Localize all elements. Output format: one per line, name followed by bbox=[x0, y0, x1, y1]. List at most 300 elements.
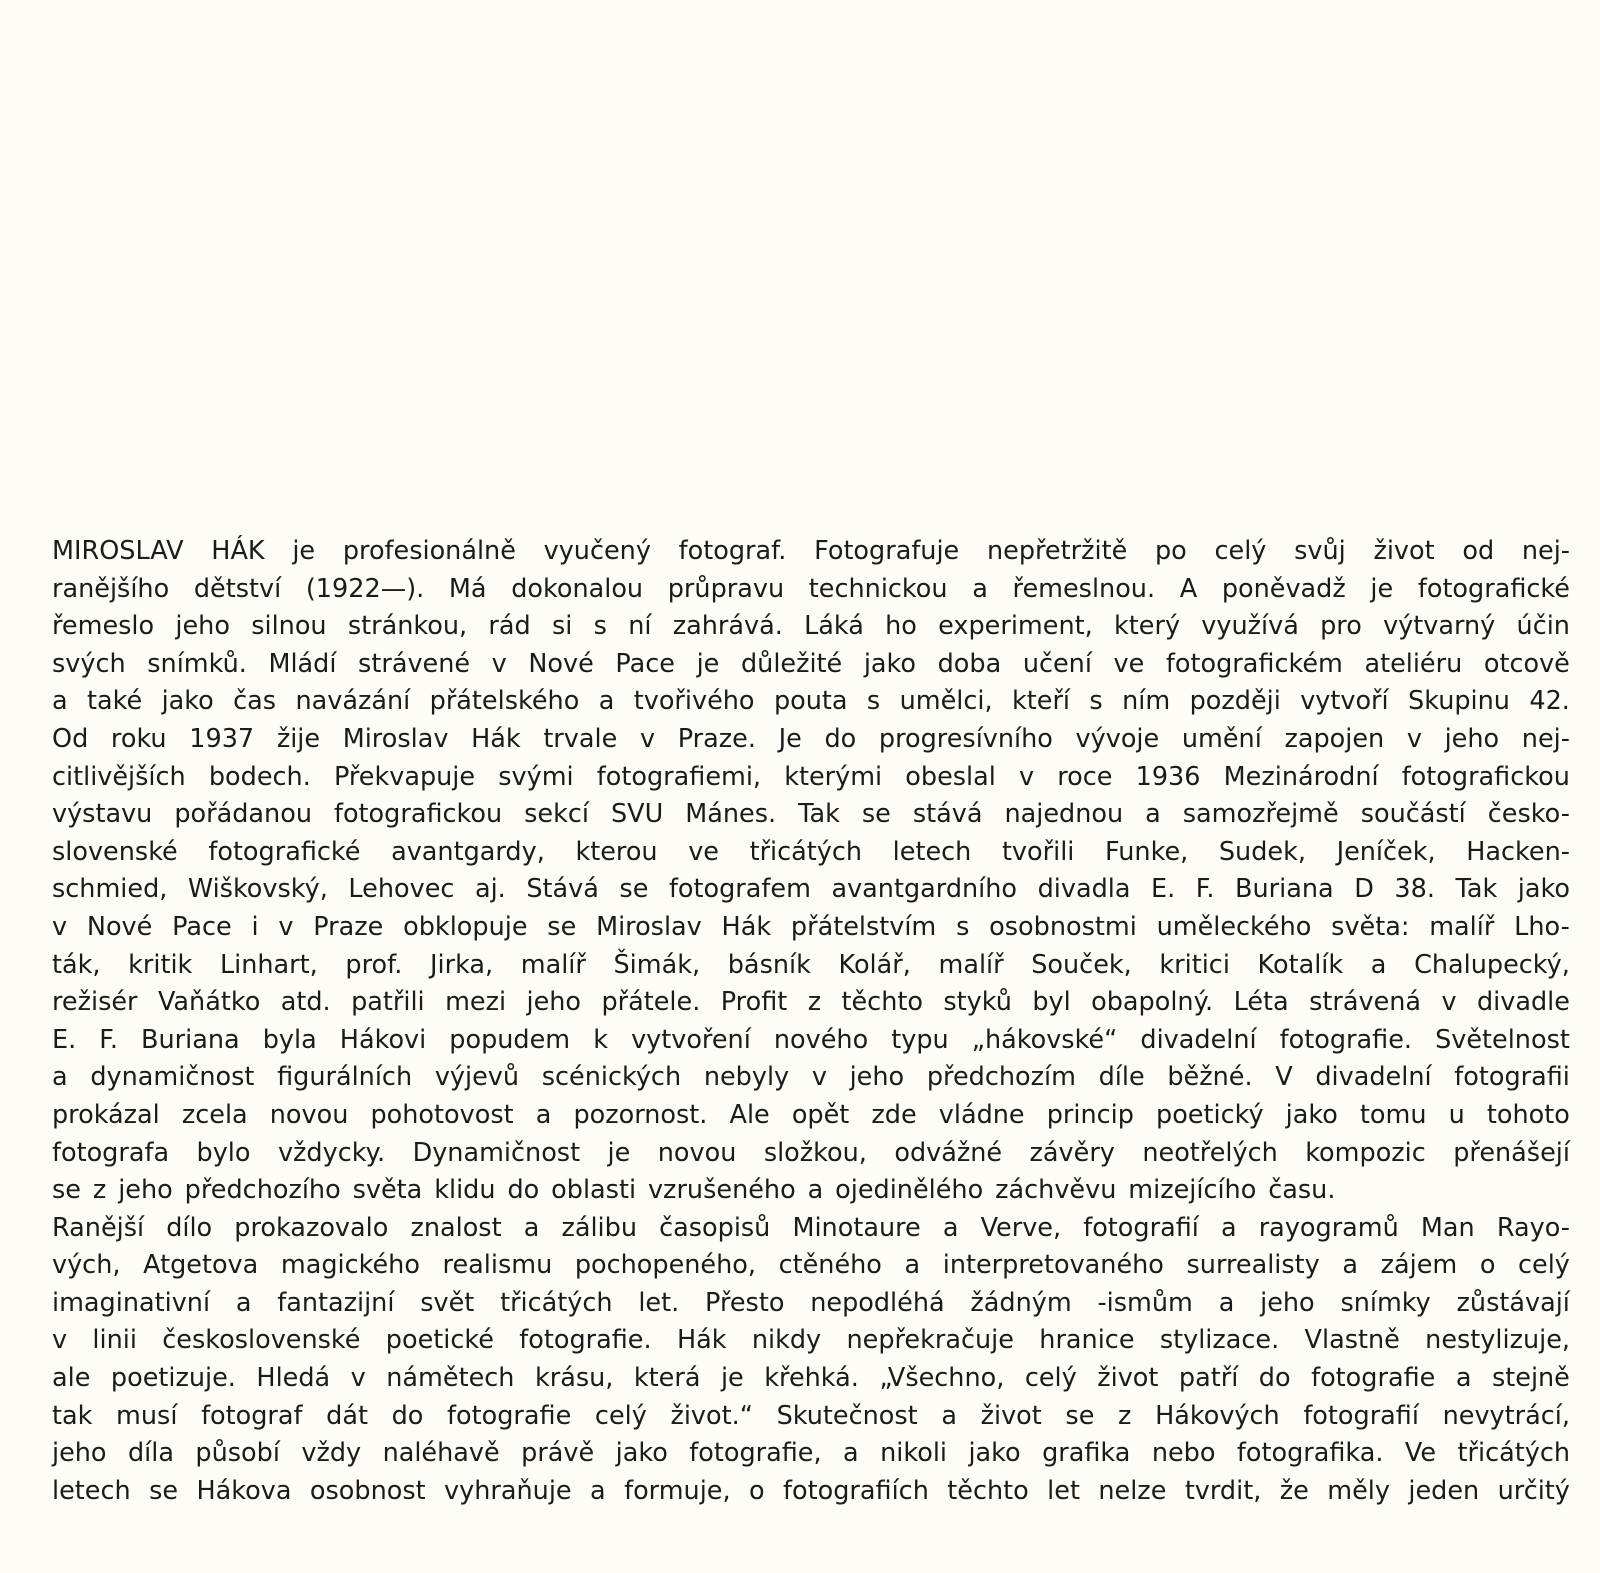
word: -ismům bbox=[1097, 1287, 1193, 1318]
word: je bbox=[720, 1363, 744, 1394]
word: dětství bbox=[193, 573, 282, 604]
word: kterými bbox=[784, 761, 883, 792]
word: světa: bbox=[1331, 911, 1410, 942]
word: Od bbox=[52, 723, 89, 754]
word: Jeníček, bbox=[1336, 836, 1436, 867]
word: fotografika. bbox=[1236, 1438, 1384, 1469]
word: avantgardy, bbox=[391, 836, 545, 867]
word: se bbox=[861, 799, 891, 830]
word: vládne bbox=[938, 1099, 1025, 1130]
word: „hákovské“ bbox=[971, 1024, 1118, 1055]
word: Buriana bbox=[141, 1024, 240, 1055]
word: jeho bbox=[175, 611, 230, 642]
word: dynamičnost bbox=[90, 1062, 255, 1093]
word: kompozic bbox=[1305, 1137, 1426, 1168]
word: díle bbox=[1098, 1062, 1145, 1093]
word: citlivějších bbox=[52, 761, 186, 792]
word: Světelnost bbox=[1435, 1024, 1570, 1055]
word: a bbox=[1370, 949, 1387, 980]
text-line bbox=[52, 1360, 1570, 1398]
word: typu bbox=[891, 1024, 949, 1055]
word: fotografa bbox=[52, 1137, 170, 1168]
word: v bbox=[639, 723, 656, 754]
word: otcově bbox=[1483, 648, 1570, 679]
word: v bbox=[811, 1062, 827, 1093]
word: jeho bbox=[849, 1062, 905, 1093]
word: čas bbox=[233, 686, 277, 717]
word: HÁK bbox=[211, 536, 265, 566]
word: že bbox=[1279, 1475, 1309, 1506]
word: malíř bbox=[1429, 911, 1495, 942]
word: svět bbox=[420, 1287, 475, 1318]
word: prokázal bbox=[52, 1099, 160, 1130]
word: Kotalík bbox=[1257, 949, 1344, 980]
word: slovenské bbox=[52, 836, 178, 867]
word: Mánes. bbox=[685, 799, 777, 830]
word: tohoto bbox=[1486, 1099, 1570, 1130]
text-line bbox=[52, 721, 1570, 759]
word: ní bbox=[628, 611, 652, 642]
word: pořádanou bbox=[174, 799, 312, 830]
word: malíř bbox=[938, 949, 1004, 980]
word: československé bbox=[162, 1325, 361, 1356]
word: scénických bbox=[541, 1062, 682, 1093]
word: a bbox=[1220, 1212, 1237, 1243]
word: určitý bbox=[1497, 1475, 1570, 1506]
body-text bbox=[52, 533, 1570, 1510]
word: fotografickou bbox=[1401, 761, 1570, 792]
word: důležité bbox=[740, 648, 843, 679]
text-line bbox=[52, 1473, 1570, 1511]
word: jeho bbox=[1444, 723, 1500, 754]
word: bodech. bbox=[208, 761, 311, 792]
word: v bbox=[52, 911, 68, 942]
word: vyučený bbox=[543, 536, 651, 566]
word: Hákovi bbox=[339, 1024, 427, 1055]
word: snímky bbox=[1340, 1287, 1431, 1318]
word: stává bbox=[912, 799, 983, 830]
word: z bbox=[1118, 1400, 1132, 1431]
word: život.“ bbox=[670, 1400, 753, 1431]
word: se bbox=[1065, 1400, 1095, 1431]
word: trvale bbox=[543, 723, 618, 754]
word: výtvarný bbox=[1383, 611, 1496, 642]
word: jako bbox=[615, 1438, 668, 1469]
word: uměleckého bbox=[1156, 911, 1312, 942]
word: opět bbox=[791, 1099, 850, 1130]
word: 38. bbox=[1394, 874, 1435, 905]
word: fantazijní bbox=[277, 1287, 395, 1318]
text-line bbox=[52, 1322, 1570, 1360]
word: předchozím bbox=[926, 1062, 1076, 1093]
word: svých bbox=[52, 648, 126, 679]
word: Je bbox=[778, 723, 802, 754]
word: a bbox=[523, 1212, 540, 1243]
text-line bbox=[52, 1435, 1570, 1473]
word: Buriana bbox=[1235, 874, 1334, 905]
word: v bbox=[278, 911, 294, 942]
word: v bbox=[1441, 987, 1457, 1018]
word: Hák bbox=[471, 723, 521, 754]
word: o bbox=[749, 1475, 765, 1506]
word: ho bbox=[885, 611, 917, 642]
word: Kolář, bbox=[838, 949, 911, 980]
text-line bbox=[52, 1097, 1570, 1135]
word: stránkou, bbox=[347, 611, 468, 642]
word: Tak bbox=[1455, 874, 1498, 905]
word: Praze. bbox=[677, 723, 756, 754]
word: a bbox=[535, 1099, 552, 1130]
word: figurálních bbox=[277, 1062, 413, 1093]
word: měly bbox=[1327, 1475, 1390, 1506]
word: Chalupecký, bbox=[1414, 949, 1570, 980]
word: s bbox=[956, 911, 970, 942]
word: Dynamičnost bbox=[412, 1137, 581, 1168]
word: ve bbox=[1113, 648, 1145, 679]
word: obeslal bbox=[905, 761, 996, 792]
word: fotografem bbox=[668, 874, 811, 905]
word: Vlastně bbox=[1304, 1325, 1400, 1356]
word: patřili bbox=[351, 987, 425, 1018]
word: a bbox=[1342, 1250, 1358, 1281]
word: bylo bbox=[196, 1137, 251, 1168]
word: navázání bbox=[295, 686, 411, 717]
word: do bbox=[824, 723, 857, 754]
word: těchto bbox=[841, 987, 923, 1018]
word: běžné. bbox=[1167, 1062, 1253, 1093]
word: fotografie. bbox=[1279, 1024, 1412, 1055]
word: je bbox=[292, 536, 316, 566]
word: Láká bbox=[804, 611, 864, 642]
word: V bbox=[1275, 1062, 1293, 1093]
word: princip bbox=[1046, 1099, 1134, 1130]
word: tak bbox=[52, 1400, 93, 1431]
word: život bbox=[1373, 536, 1435, 566]
word: v bbox=[1406, 723, 1422, 754]
word: jeho bbox=[1260, 1287, 1315, 1318]
word: a bbox=[1218, 1287, 1235, 1318]
word: Pace bbox=[172, 911, 232, 942]
word: a bbox=[941, 1400, 957, 1431]
word: MIROSLAV bbox=[52, 536, 184, 566]
word: nej- bbox=[1521, 536, 1570, 566]
word: přátele. bbox=[601, 987, 701, 1018]
text-line bbox=[52, 796, 1570, 834]
word: se bbox=[547, 911, 577, 942]
word: nevytrácí, bbox=[1442, 1400, 1570, 1431]
word: jako bbox=[1285, 1099, 1338, 1130]
word: jako bbox=[1517, 874, 1570, 905]
word: ním bbox=[1122, 686, 1171, 717]
word: fotografie bbox=[1311, 1363, 1436, 1394]
word: krásu, bbox=[534, 1363, 614, 1394]
word: zahrává. bbox=[672, 611, 783, 642]
word: Miroslav bbox=[596, 911, 702, 942]
word: Šimák, bbox=[613, 949, 701, 980]
word: patří bbox=[1178, 1363, 1239, 1394]
word: s bbox=[866, 686, 881, 717]
word: let. bbox=[638, 1287, 680, 1318]
word: v bbox=[52, 1325, 68, 1356]
text-line bbox=[52, 909, 1570, 947]
word: o bbox=[1479, 1250, 1496, 1281]
word: fotograf. bbox=[678, 536, 787, 566]
word: tvrdit, bbox=[1184, 1475, 1262, 1506]
word: tomu bbox=[1359, 1099, 1427, 1130]
word: pohotovost bbox=[370, 1099, 514, 1130]
word: naléhavě bbox=[382, 1438, 500, 1469]
word: fotografii bbox=[1454, 1062, 1570, 1093]
word: celý bbox=[1214, 536, 1267, 566]
word: letech bbox=[52, 1475, 131, 1506]
word: divadle bbox=[1476, 987, 1570, 1018]
word: divadelní bbox=[1140, 1024, 1257, 1055]
text-line bbox=[52, 1135, 1570, 1173]
word: a bbox=[598, 686, 615, 717]
word: nikdy bbox=[751, 1325, 822, 1356]
word: složkou, bbox=[763, 1137, 867, 1168]
word: do bbox=[391, 1400, 424, 1431]
word: časopisů bbox=[659, 1212, 771, 1243]
word: umění bbox=[1181, 723, 1262, 754]
word: třicátých bbox=[500, 1287, 613, 1318]
word: dílo bbox=[166, 1212, 213, 1243]
word: E. bbox=[1151, 874, 1176, 905]
word: jeden bbox=[1408, 1475, 1480, 1506]
word: využívá bbox=[1201, 611, 1299, 642]
word: malíř bbox=[520, 949, 586, 980]
word: a bbox=[972, 573, 988, 604]
word: který bbox=[1114, 611, 1181, 642]
word: let bbox=[1047, 1475, 1080, 1506]
word: aj. bbox=[474, 874, 506, 905]
word: Mezinárodní bbox=[1223, 761, 1379, 792]
word: česko- bbox=[1487, 799, 1570, 830]
word: život bbox=[980, 1400, 1042, 1431]
word: výjevů bbox=[434, 1062, 520, 1093]
word: tvořivého bbox=[633, 686, 755, 717]
word: a bbox=[904, 1250, 921, 1281]
word: i bbox=[251, 911, 259, 942]
word: sekcí bbox=[524, 799, 589, 830]
word: schmied, bbox=[52, 874, 168, 905]
word: těchto bbox=[947, 1475, 1029, 1506]
word: snímků. bbox=[147, 648, 247, 679]
word: přenášejí bbox=[1453, 1137, 1570, 1168]
word: 1937 bbox=[189, 723, 255, 754]
word: vytvoření bbox=[631, 1024, 751, 1055]
word: profesionálně bbox=[342, 536, 516, 566]
word: imaginativní bbox=[52, 1287, 211, 1318]
word: mezi bbox=[445, 987, 507, 1018]
word: ale bbox=[52, 1363, 91, 1394]
word: Profit bbox=[720, 987, 788, 1018]
word: je bbox=[696, 648, 720, 679]
text-line bbox=[52, 1247, 1570, 1285]
word: Praze bbox=[313, 911, 384, 942]
word: Man bbox=[1420, 1212, 1475, 1243]
word: magického bbox=[280, 1250, 420, 1281]
word: nepřetržitě bbox=[986, 536, 1128, 566]
word: Stává bbox=[526, 874, 599, 905]
word: samozřejmě bbox=[1182, 799, 1339, 830]
word: právě bbox=[521, 1438, 595, 1469]
word: fotografií bbox=[1083, 1212, 1199, 1243]
word: třicátých bbox=[749, 836, 863, 867]
word: celý bbox=[1518, 1250, 1570, 1281]
word: prof. bbox=[345, 949, 403, 980]
word: E. bbox=[52, 1024, 77, 1055]
word: řemeslnou. bbox=[1012, 573, 1156, 604]
word: jeho bbox=[526, 987, 582, 1018]
word: nového bbox=[773, 1024, 869, 1055]
word: pro bbox=[1320, 611, 1362, 642]
word: zůstávají bbox=[1456, 1287, 1570, 1318]
text-line bbox=[52, 1398, 1570, 1436]
word: novou bbox=[657, 1137, 737, 1168]
word: vývoje bbox=[1075, 723, 1160, 754]
word: Hákových bbox=[1155, 1400, 1280, 1431]
word: Miroslav bbox=[342, 723, 449, 754]
word: poetický bbox=[1156, 1099, 1264, 1130]
word: Hledá bbox=[256, 1363, 331, 1394]
word: vždycky. bbox=[277, 1137, 386, 1168]
word: fotografie, bbox=[689, 1438, 822, 1469]
word: z bbox=[807, 987, 822, 1018]
word: nikoli bbox=[880, 1438, 948, 1469]
word: a bbox=[235, 1287, 252, 1318]
word: díla bbox=[127, 1438, 174, 1469]
word: grafika bbox=[1042, 1438, 1131, 1469]
word: Ve bbox=[1404, 1438, 1437, 1469]
word: poetické bbox=[385, 1325, 494, 1356]
word: svůj bbox=[1294, 536, 1346, 566]
word: progresívního bbox=[878, 723, 1053, 754]
word: ve bbox=[688, 836, 719, 867]
word: fotografiích bbox=[783, 1475, 929, 1506]
word: jako bbox=[863, 648, 917, 679]
text-line bbox=[52, 646, 1570, 684]
word: stylizace. bbox=[1159, 1325, 1280, 1356]
word: v bbox=[491, 648, 507, 679]
word: ranějšího bbox=[52, 573, 170, 604]
word: nepřekračuje bbox=[846, 1325, 1014, 1356]
word: nebyly bbox=[703, 1062, 790, 1093]
word: řemeslo bbox=[52, 611, 155, 642]
word: odvážné bbox=[894, 1137, 1003, 1168]
word: hranice bbox=[1039, 1325, 1135, 1356]
word: nebo bbox=[1151, 1438, 1216, 1469]
word: atd. bbox=[280, 987, 331, 1018]
word: svými bbox=[498, 761, 574, 792]
word: učení bbox=[1022, 648, 1092, 679]
word: zcela bbox=[181, 1099, 248, 1130]
word: kteří bbox=[1011, 686, 1071, 717]
word: pozornost. bbox=[573, 1099, 708, 1130]
word: Lho- bbox=[1514, 911, 1570, 942]
word: pochopeného, bbox=[574, 1250, 756, 1281]
text-line bbox=[52, 871, 1570, 909]
word: vých, bbox=[52, 1250, 121, 1281]
word: Funke, bbox=[1104, 836, 1189, 867]
text-line bbox=[52, 571, 1570, 609]
word: silnou bbox=[251, 611, 327, 642]
text-line bbox=[52, 1210, 1570, 1248]
word: interpretovaného bbox=[942, 1250, 1164, 1281]
word: Souček, bbox=[1031, 949, 1132, 980]
word: v bbox=[1019, 761, 1035, 792]
word: (1922—). bbox=[305, 573, 425, 604]
word: se bbox=[149, 1475, 179, 1506]
word: nelze bbox=[1098, 1475, 1167, 1506]
word: k bbox=[593, 1024, 608, 1055]
word: Hák bbox=[721, 911, 772, 942]
word: dát bbox=[326, 1400, 368, 1431]
word: fotografie. bbox=[519, 1325, 652, 1356]
word: později bbox=[1189, 686, 1281, 717]
word: Nové bbox=[86, 911, 153, 942]
word: závěry bbox=[1029, 1137, 1115, 1168]
word: také bbox=[87, 686, 143, 717]
word: vytvoří bbox=[1300, 686, 1389, 717]
word: v bbox=[350, 1363, 366, 1394]
word: režisér bbox=[52, 987, 138, 1018]
word: fotografickém bbox=[1165, 648, 1343, 679]
word: byla bbox=[262, 1024, 317, 1055]
word: třicátých bbox=[1457, 1438, 1570, 1469]
word: ták, bbox=[52, 949, 101, 980]
word: fotografické bbox=[1417, 573, 1570, 604]
word: zapojen bbox=[1284, 723, 1385, 754]
word: kterou bbox=[575, 836, 658, 867]
word: Wiškovský, bbox=[187, 874, 328, 905]
word: křehká. bbox=[764, 1363, 859, 1394]
word: která bbox=[633, 1363, 701, 1394]
word: od bbox=[1462, 536, 1495, 566]
word: jako bbox=[161, 686, 214, 717]
word: rayogramů bbox=[1258, 1212, 1399, 1243]
word: roku bbox=[110, 723, 167, 754]
word: zde bbox=[871, 1099, 917, 1130]
word: formuje, bbox=[624, 1475, 731, 1506]
word: Mládí bbox=[268, 648, 337, 679]
word: stejně bbox=[1491, 1363, 1570, 1394]
word: umělci, bbox=[899, 686, 993, 717]
word: celý bbox=[1024, 1363, 1077, 1394]
text-line: se z jeho předchozího světa klidu do oblasti vzrušeného a ojedinělého záchvěvu mizejícího času. bbox=[52, 1175, 1336, 1206]
word: pouta bbox=[773, 686, 848, 717]
word: účin bbox=[1516, 611, 1570, 642]
word: obapolný. bbox=[1091, 987, 1214, 1018]
word: novou bbox=[269, 1099, 349, 1130]
word: poetizuje. bbox=[110, 1363, 236, 1394]
word: Hák bbox=[676, 1325, 727, 1356]
text-line bbox=[52, 533, 1570, 571]
word: strávené bbox=[358, 648, 471, 679]
word: styků bbox=[943, 987, 1012, 1018]
word: Jirka, bbox=[429, 949, 494, 980]
word: součástí bbox=[1360, 799, 1466, 830]
word: nej- bbox=[1521, 723, 1570, 754]
word: fotografickou bbox=[333, 799, 503, 830]
word: A bbox=[1179, 573, 1198, 604]
text-line bbox=[52, 759, 1570, 797]
word: a bbox=[942, 1212, 959, 1243]
word: žádným bbox=[970, 1287, 1072, 1318]
word: žije bbox=[276, 723, 321, 754]
word: s bbox=[593, 611, 607, 642]
word: kritici bbox=[1159, 949, 1230, 980]
